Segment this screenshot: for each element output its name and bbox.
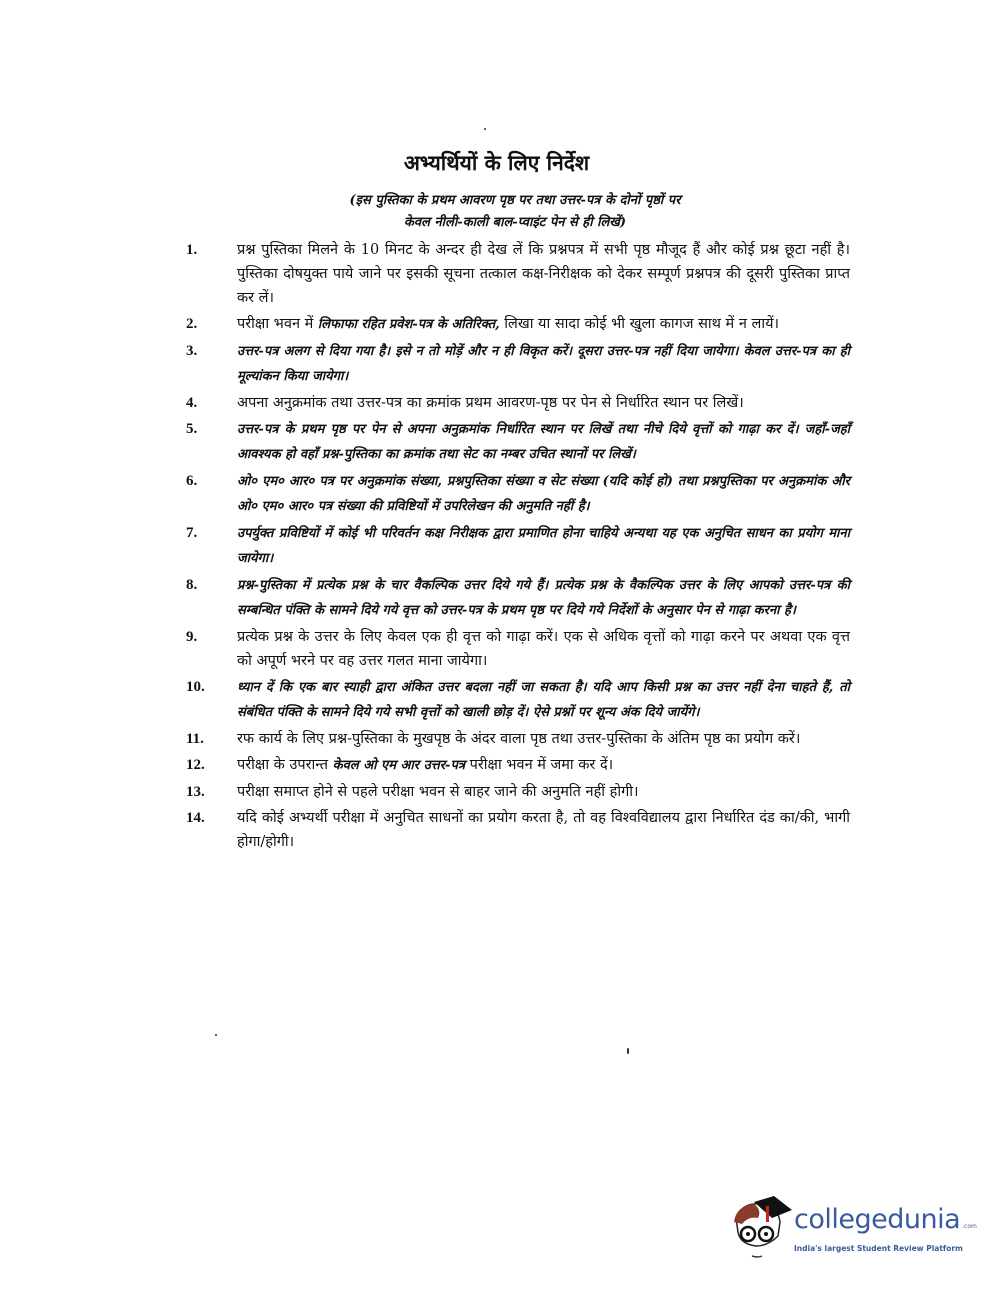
emphasized-text: केवल ओ एम आर उत्तर-पत्र <box>332 758 466 773</box>
item-number: 3. <box>186 343 198 359</box>
brand-heading <box>794 1204 977 1235</box>
subtitle-line: केवल नीली-काली बाल-प्वाइंट पेन से ही लिखें) <box>403 215 627 230</box>
plain-text: यदि कोई अभ्यर्थी परीक्षा में अनुचित साधनों का प्रयोग करता है, तो वह विश्वविद्यालय द्वारा निर्धारित दंड का/की, भागी होगा/होगी। <box>237 810 850 850</box>
item-number: 4. <box>186 395 198 411</box>
emphasized-text: ध्यान दें कि एक बार स्याही द्वारा अंकित उत्तर बदला नहीं जा सकता है। यदि आप किसी प्रश्न का उत्तर नहीं देना चाहते हैं, तो संबंधित पंक्ति के सामने दिये गये सभी वृत्तों को खाली छोड़ दें। ऐसे प्रश्नों पर शून्य अंक दिये जायेंगे। <box>237 680 850 720</box>
instruction-item <box>180 625 850 673</box>
collegedunia-logo <box>728 1196 988 1266</box>
instructions-list <box>180 238 850 854</box>
item-number: 1. <box>186 242 198 258</box>
item-text <box>237 727 850 751</box>
subtitle <box>180 190 850 234</box>
plain-text: प्रश्न पुस्तिका मिलने के 10 मिनट के अन्दर ही देख लें कि प्रश्नपत्र में सभी पृष्ठ मौजूद हैं और कोई प्रश्न छूटा नहीं है। पुस्तिका दोषयुक्त पाये जाने पर इसकी सूचना तत्काल कक्ष-निरीक्षक को देकर सम्पूर्ण प्रश्नपत्र की दूसरी पुस्तिका प्राप्त कर लें। <box>237 242 850 306</box>
item-number: 5. <box>186 421 198 437</box>
plain-text: परीक्षा के उपरान्त <box>237 757 333 773</box>
item-text <box>237 806 850 854</box>
instruction-item <box>180 521 850 571</box>
instruction-item <box>180 573 850 623</box>
plain-text: परीक्षा भवन में जमा कर दें। <box>465 757 614 773</box>
instruction-item <box>180 806 850 854</box>
instruction-item <box>180 391 850 415</box>
emphasized-text: लिफाफा रहित प्रवेश-पत्र के अतिरिक्त, <box>317 317 500 332</box>
emphasized-text: उत्तर-पत्र के प्रथम पृष्ठ पर पेन से अपना अनुक्रमांक निर्धारित स्थान पर लिखें तथा नीचे दिये वृत्तों को गाढ़ा कर दें। जहाँ-जहाँ आवश्यक हो वहाँ प्रश्न-पुस्तिका का क्रमांक तथा सेट का नम्बर उचित स्थानों पर लिखें। <box>237 422 850 462</box>
item-text <box>237 521 850 571</box>
item-text <box>237 417 850 467</box>
item-text <box>237 339 850 389</box>
brand-tagline: India's largest Student Review Platform <box>794 1244 963 1253</box>
item-text <box>237 675 850 725</box>
item-number: 10. <box>186 679 205 695</box>
instruction-item <box>180 339 850 389</box>
instruction-item <box>180 238 850 310</box>
item-number: 9. <box>186 629 198 645</box>
instruction-item <box>180 312 850 337</box>
emphasized-text: ओ० एम० आर० पत्र पर अनुक्रमांक संख्या, प्रश्नपुस्तिका संख्या व सेट संख्या (यदि कोई हो) तथा प्रश्नपुस्तिका पर अनुक्रमांक और ओ० एम० आर० पत्र संख्या की प्रविष्टियों में उपरिलेखन की अनुमति नहीं है। <box>237 474 850 514</box>
instruction-item <box>180 417 850 467</box>
instruction-item <box>180 469 850 519</box>
item-number: 2. <box>186 316 198 332</box>
plain-text: परीक्षा भवन में <box>237 316 318 332</box>
item-text <box>237 753 850 778</box>
item-text <box>237 469 850 519</box>
subtitle-line: (इस पुस्तिका के प्रथम आवरण पृष्ठ पर तथा उत्तर-पत्र के दोनों पृष्ठों पर <box>349 193 681 208</box>
item-text <box>237 573 850 623</box>
item-number: 7. <box>186 525 198 541</box>
plain-text: प्रत्येक प्रश्न के उत्तर के लिए केवल एक ही वृत्त को गाढ़ा करें। एक से अधिक वृत्तों को गाढ़ा करने पर अथवा एक वृत्त को अपूर्ण भरने पर वह उत्तर गलत माना जायेगा। <box>237 629 850 669</box>
page-title: अभ्यर्थियों के लिए निर्देश <box>403 150 590 175</box>
item-number: 13. <box>186 784 205 800</box>
instruction-item <box>180 753 850 778</box>
item-number: 12. <box>186 757 205 773</box>
brand-suffix: .com <box>962 1223 977 1230</box>
emphasized-text: प्रश्न-पुस्तिका में प्रत्येक प्रश्न के चार वैकल्पिक उत्तर दिये गये हैं। प्रत्येक प्रश्न के वैकल्पिक उत्तर के लिए आपको उत्तर-पत्र की सम्बन्धित पंक्ति के सामने दिये गये वृत्त को उत्तर-पत्र के प्रथम पृष्ठ पर दिये गये निर्देशों के अनुसार पेन से गाढ़ा करना है। <box>237 578 850 618</box>
document-body <box>180 148 850 854</box>
item-number: 11. <box>186 731 204 747</box>
instruction-item <box>180 675 850 725</box>
item-text <box>237 312 850 337</box>
plain-text: लिखा या सादा कोई भी खुला कागज साथ में न लायें। <box>499 316 779 332</box>
plain-text: रफ कार्य के लिए प्रश्न-पुस्तिका के मुखपृष्ठ के अंदर वाला पृष्ठ तथा उत्तर-पुस्तिका के अंतिम पृष्ठ का प्रयोग करें। <box>237 731 801 747</box>
student-mascot-icon <box>728 1196 792 1266</box>
item-text <box>237 625 850 673</box>
item-number: 8. <box>186 577 198 593</box>
plain-text: अपना अनुक्रमांक तथा उत्तर-पत्र का क्रमांक प्रथम आवरण-पृष्ठ पर पेन से निर्धारित स्थान पर लिखें। <box>237 395 744 411</box>
item-number: 6. <box>186 473 198 489</box>
emphasized-text: उत्तर-पत्र अलग से दिया गया है। इसे न तो मोड़ें और न ही विकृत करें। दूसरा उत्तर-पत्र नहीं दिया जायेगा। केवल उत्तर-पत्र का ही मूल्यांकन किया जायेगा। <box>237 344 850 384</box>
instruction-item <box>180 727 850 751</box>
instruction-item <box>180 780 850 804</box>
brand-name: collegedunia <box>794 1204 961 1235</box>
item-text <box>237 780 850 804</box>
item-number: 14. <box>186 810 205 826</box>
item-text <box>237 391 850 415</box>
emphasized-text: उपर्युक्त प्रविष्टियों में कोई भी परिवर्तन कक्ष निरीक्षक द्वारा प्रमाणित होना चाहिये अन्यथा यह एक अनुचित साधन का प्रयोग माना जायेगा। <box>237 526 850 566</box>
item-text <box>237 238 850 310</box>
plain-text: परीक्षा समाप्त होने से पहले परीक्षा भवन से बाहर जाने की अनुमति नहीं होगी। <box>237 784 639 800</box>
